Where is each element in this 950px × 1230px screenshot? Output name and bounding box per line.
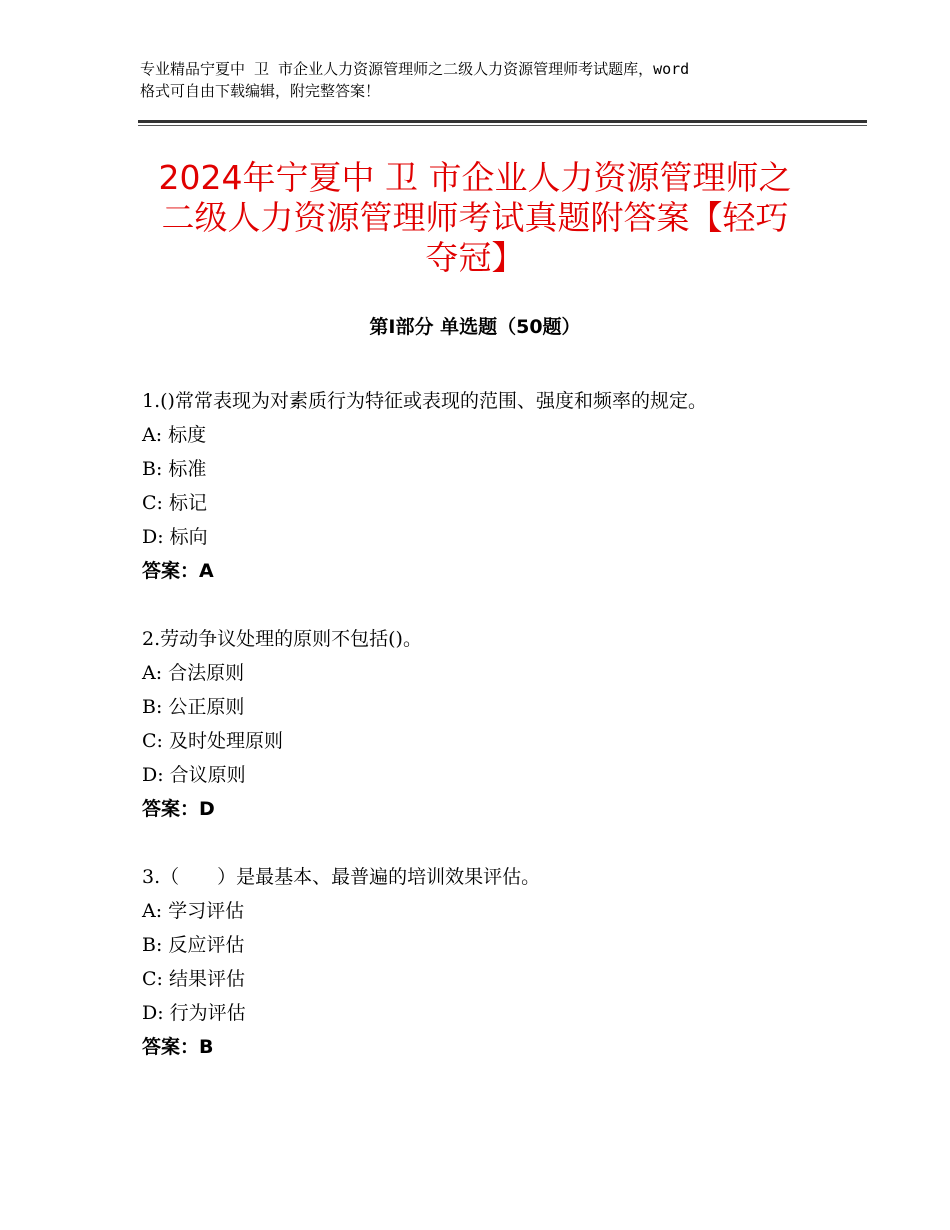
option-a: A: 学习评估	[142, 900, 245, 922]
option-a: A: 合法原则	[142, 662, 245, 684]
option-d: D: 行为评估	[142, 1002, 246, 1024]
option-b: B: 公正原则	[142, 696, 245, 718]
question-2	[142, 622, 842, 826]
option-c: C: 标记	[142, 492, 207, 514]
option-d: D: 标向	[142, 526, 208, 548]
option-b: B: 标准	[142, 458, 207, 480]
question-1	[142, 384, 842, 588]
question-list	[142, 384, 842, 1098]
question-stem: 2.劳动争议处理的原则不包括()。	[142, 628, 422, 650]
header-note-line-2: 格式可自由下载编辑，附完整答案！	[140, 82, 381, 100]
option-c: C: 及时处理原则	[142, 730, 283, 752]
title-line-1: 2024年宁夏中 卫 市企业人力资源管理师之	[158, 158, 792, 197]
title-line-2: 二级人力资源管理师考试真题附答案【轻巧	[161, 198, 789, 237]
header-divider-thick	[138, 120, 867, 123]
header-note-line-1: 专业精品宁夏中 卫 市企业人力资源管理师之二级人力资源管理师考试题库，word	[140, 60, 690, 78]
section-title: 第Ⅰ部分 单选题（50题）	[369, 316, 581, 338]
option-b: B: 反应评估	[142, 934, 245, 956]
option-c: C: 结果评估	[142, 968, 245, 990]
document-title	[120, 158, 830, 278]
question-stem: 1.()常常表现为对素质行为特征或表现的范围、强度和频率的规定。	[142, 390, 707, 412]
option-a: A: 标度	[142, 424, 207, 446]
option-d: D: 合议原则	[142, 764, 246, 786]
answer: 答案：B	[142, 1036, 214, 1058]
answer: 答案：A	[142, 560, 214, 582]
answer: 答案：D	[142, 798, 215, 820]
header-note	[140, 58, 830, 102]
question-stem: 3.（ ）是最基本、最普遍的培训效果评估。	[142, 866, 541, 888]
title-line-3: 夺冠】	[425, 238, 525, 277]
header-divider-thin	[138, 125, 867, 126]
question-3	[142, 860, 842, 1064]
